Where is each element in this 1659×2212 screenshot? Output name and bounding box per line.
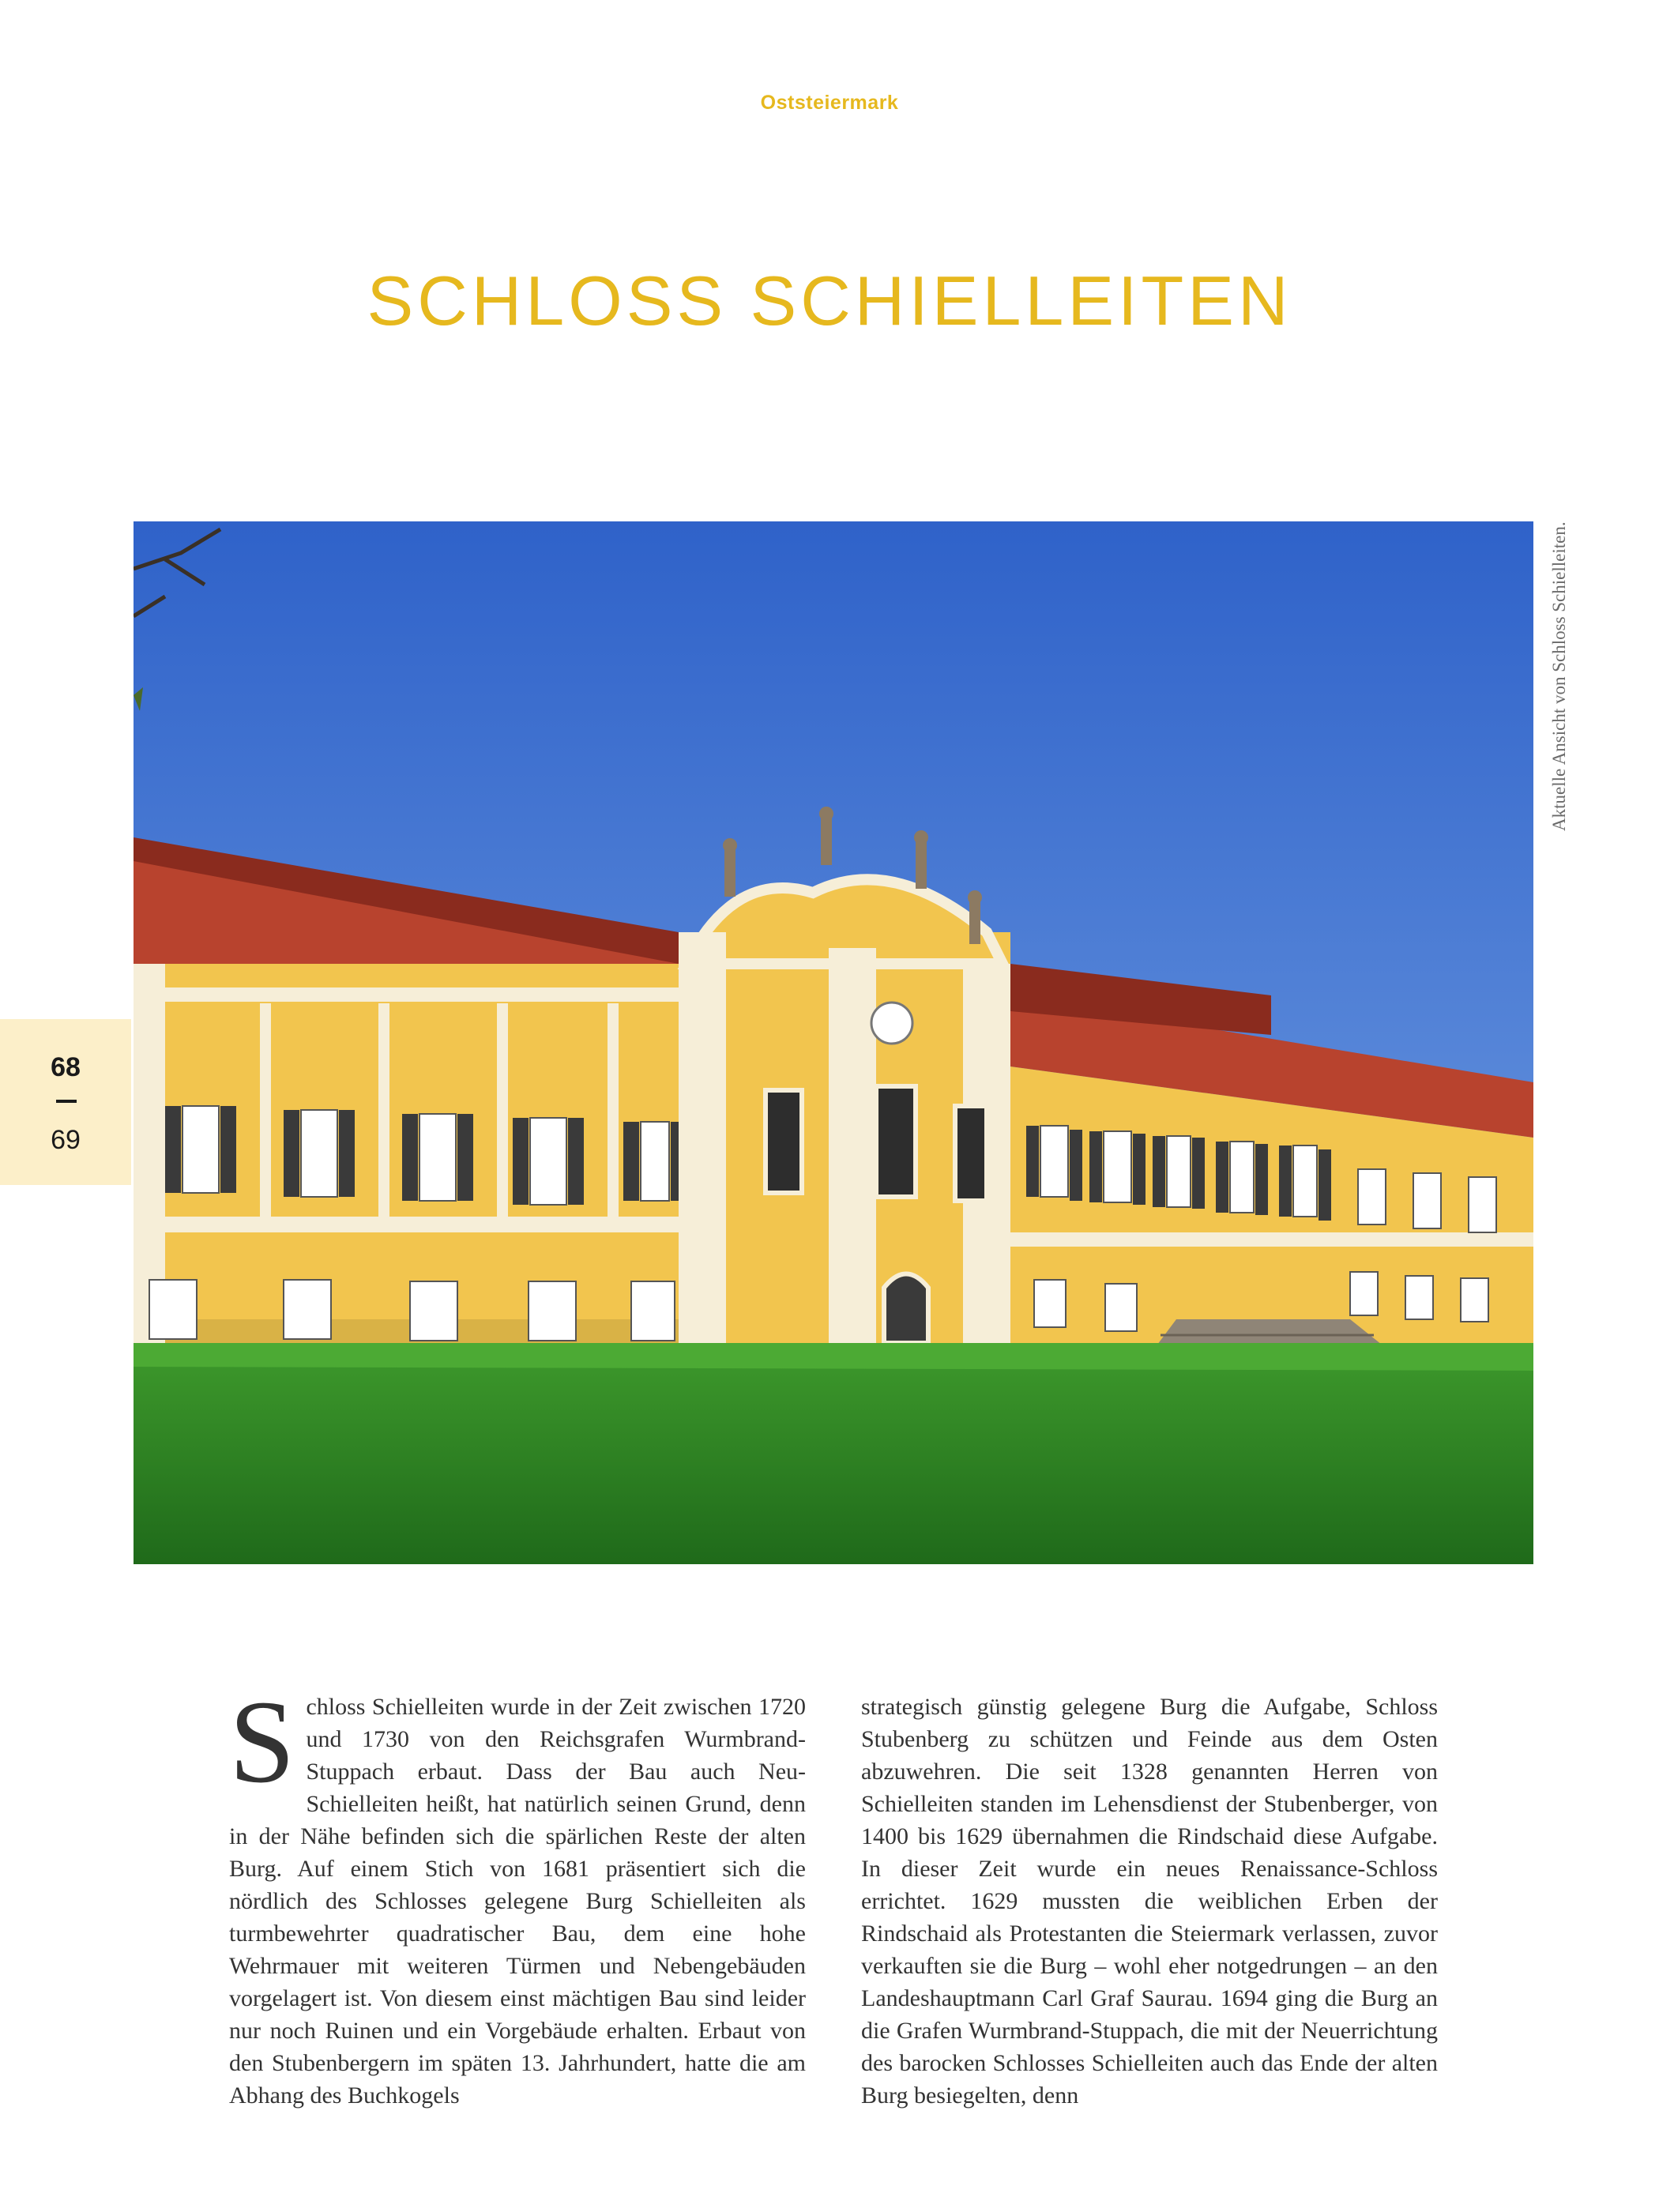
page-number-left: 68 <box>51 1052 81 1082</box>
body-text-left: chloss Schielleiten wurde in der Zeit zwischen 1720 und 1730 von den Reichsgrafen Wurmbrand-Stuppach erbaut. Dass der Bau auch Neu-Schielleiten heißt, hat natürlich seinen Grund, denn in der Nähe befinden sich die spärlichen Reste der alten Burg. Auf einem Stich von 1681 präsentiert sich die nördlich des Schlosses gelegene Burg Schielleiten als turmbewehrter quadratischer Bau, dem eine hohe Wehrmauer mit weiteren Türmen und Nebengebäuden vorgelagert ist. Von diesem einst mächtigen Bau sind leider nur noch Ruinen und ein Vorgebäude erhalten. Erbaut von den Stubenbergern im späten 13. Jahrhundert, hatte die am Abhang des Buchkogels <box>229 1694 806 2109</box>
photo-caption: Aktuelle Ansicht von Schloss Schielleiten. <box>1549 521 1569 831</box>
section-label: Oststeiermark <box>760 92 899 114</box>
article-column-left <box>229 1676 806 2112</box>
page-number-divider <box>56 1100 77 1103</box>
body-text-right: strategisch günstig gelegene Burg die Aufgabe, Schloss Stubenberg zu schützen und Feinde aus dem Osten abzuwehren. Die seit 1328 genannten Herren von Schielleiten standen im Lehensdienst der Stubenberger, von 1400 bis 1629 übernahmen die Rindschaid diese Aufgabe. In dieser Zeit wurde ein neues Renaissance-Schloss errichtet. 1629 mussten die weiblichen Erben der Rindschaid als Protestanten die Steiermark verlassen, zuvor verkauften sie die Burg – wohl eher notgedrungen – an den Landeshauptmann Carl Graf Saurau. 1694 ging die Burg an die Grafen Wurmbrand-Stuppach, die mit der Neuerrichtung des barocken Schlosses Schielleiten auch das Ende der alten Burg besiegelten, denn <box>861 1694 1438 2109</box>
page-number-tab <box>0 1019 131 1185</box>
castle-photo <box>134 521 1533 1564</box>
page-number-right: 69 <box>51 1125 81 1155</box>
page-title: SCHLOSS SCHIELLEITEN <box>367 261 1292 340</box>
drop-cap: S <box>229 1676 295 1808</box>
article-column-right <box>861 1691 1438 2112</box>
